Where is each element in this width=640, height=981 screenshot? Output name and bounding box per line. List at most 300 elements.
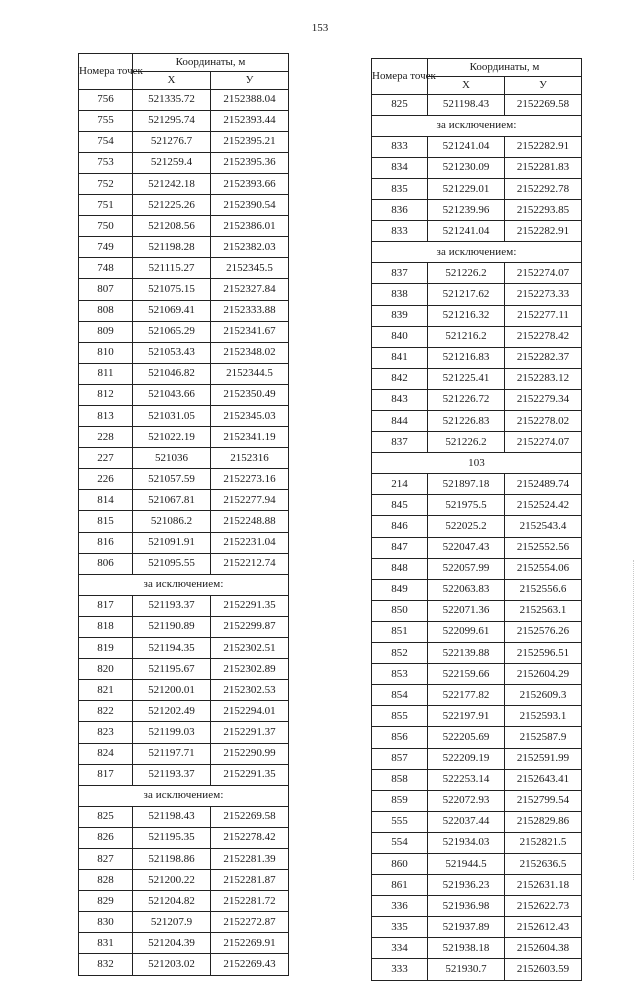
table-row (79, 870, 289, 891)
point-number: 837 (372, 432, 428, 453)
coord-x: 521226.2 (428, 263, 505, 284)
header-x: X (133, 71, 211, 89)
point-number: 852 (372, 643, 428, 664)
table-row (79, 659, 289, 680)
table-row (79, 764, 289, 785)
point-number: 849 (372, 579, 428, 600)
table-row (372, 896, 582, 917)
coord-y: 2152282.37 (505, 347, 582, 368)
coord-x: 522057.99 (428, 558, 505, 579)
section-row (372, 115, 582, 136)
coord-y: 2152283.12 (505, 368, 582, 389)
point-number: 816 (79, 532, 133, 553)
header-coordinates: Координаты, м (428, 59, 582, 77)
table-row (372, 685, 582, 706)
coord-y: 2152587.9 (505, 727, 582, 748)
coord-y: 2152277.94 (211, 490, 289, 511)
point-number: 834 (372, 157, 428, 178)
table-row (79, 384, 289, 405)
coord-x: 521216.2 (428, 326, 505, 347)
table-row (372, 643, 582, 664)
point-number: 818 (79, 616, 133, 637)
point-number: 810 (79, 342, 133, 363)
table-row (372, 221, 582, 242)
coord-y: 2152291.35 (211, 595, 289, 616)
table-row (372, 706, 582, 727)
coord-y: 2152212.74 (211, 553, 289, 574)
coord-y: 2152393.66 (211, 173, 289, 194)
coord-y: 2152248.88 (211, 511, 289, 532)
coord-x: 521217.62 (428, 284, 505, 305)
header-points: Номера точек (372, 59, 428, 95)
coord-y: 2152282.91 (505, 136, 582, 157)
coord-x: 521207.9 (133, 912, 211, 933)
table-row (372, 853, 582, 874)
table-row (79, 469, 289, 490)
table-row (372, 727, 582, 748)
table-row (372, 579, 582, 600)
table-row (372, 664, 582, 685)
coord-y: 2152636.5 (505, 853, 582, 874)
table-row (372, 832, 582, 853)
table-row (79, 595, 289, 616)
point-number: 756 (79, 89, 133, 110)
section-label: 103 (372, 453, 582, 474)
coord-y: 2152278.42 (211, 827, 289, 848)
coord-y: 2152799.54 (505, 790, 582, 811)
table-row (79, 490, 289, 511)
table-row (372, 432, 582, 453)
coord-x: 521930.7 (428, 959, 505, 980)
coord-y: 2152302.89 (211, 659, 289, 680)
coord-y: 2152278.42 (505, 326, 582, 347)
coord-y: 2152643.41 (505, 769, 582, 790)
table-row (372, 790, 582, 811)
coord-x: 521043.66 (133, 384, 211, 405)
coord-x: 521335.72 (133, 89, 211, 110)
table-row (79, 279, 289, 300)
point-number: 815 (79, 511, 133, 532)
table-row (372, 94, 582, 115)
coord-y: 2152273.16 (211, 469, 289, 490)
coord-x: 521091.91 (133, 532, 211, 553)
coord-x: 522072.93 (428, 790, 505, 811)
table-row (372, 811, 582, 832)
coord-x: 521242.18 (133, 173, 211, 194)
point-number: 825 (372, 94, 428, 115)
table-row (79, 342, 289, 363)
coord-y: 2152345.5 (211, 258, 289, 279)
coord-x: 521190.89 (133, 616, 211, 637)
table-row (372, 305, 582, 326)
table-row (79, 427, 289, 448)
header-points: Номера точек (79, 54, 133, 90)
coord-x: 521200.22 (133, 870, 211, 891)
table-row (79, 110, 289, 131)
coord-y: 2152395.36 (211, 152, 289, 173)
point-number: 811 (79, 363, 133, 384)
coord-x: 521897.18 (428, 474, 505, 495)
table-row (79, 511, 289, 532)
coord-y: 2152302.53 (211, 680, 289, 701)
coord-y: 2152395.21 (211, 131, 289, 152)
coord-y: 2152524.42 (505, 495, 582, 516)
coord-x: 521216.83 (428, 347, 505, 368)
coord-y: 2152274.07 (505, 432, 582, 453)
point-number: 333 (372, 959, 428, 980)
table-row (79, 638, 289, 659)
point-number: 807 (79, 279, 133, 300)
coord-y: 2152333.88 (211, 300, 289, 321)
coord-x: 521230.09 (428, 157, 505, 178)
coord-y: 2152344.5 (211, 363, 289, 384)
section-row (372, 242, 582, 263)
table-row (372, 474, 582, 495)
coord-x: 522063.83 (428, 579, 505, 600)
coord-x: 521198.43 (133, 806, 211, 827)
table-row (79, 933, 289, 954)
coord-y: 2152231.04 (211, 532, 289, 553)
point-number: 554 (372, 832, 428, 853)
point-number: 845 (372, 495, 428, 516)
point-number: 752 (79, 173, 133, 194)
coord-y: 2152350.49 (211, 384, 289, 405)
coord-y: 2152604.38 (505, 938, 582, 959)
point-number: 806 (79, 553, 133, 574)
coord-y: 2152299.87 (211, 616, 289, 637)
coord-x: 521057.59 (133, 469, 211, 490)
table-row (372, 495, 582, 516)
section-label: за исключением: (372, 115, 582, 136)
header-y: У (505, 76, 582, 94)
point-number: 853 (372, 664, 428, 685)
coord-y: 2152622.73 (505, 896, 582, 917)
coord-x: 521198.28 (133, 237, 211, 258)
section-label: за исключением: (372, 242, 582, 263)
coord-y: 2152382.03 (211, 237, 289, 258)
coord-x: 521203.02 (133, 954, 211, 975)
table-row (79, 300, 289, 321)
coord-x: 521065.29 (133, 321, 211, 342)
coord-y: 2152604.29 (505, 664, 582, 685)
point-number: 848 (372, 558, 428, 579)
point-number: 226 (79, 469, 133, 490)
coord-x: 521031.05 (133, 406, 211, 427)
table-row (372, 959, 582, 980)
coord-x: 522205.69 (428, 727, 505, 748)
point-number: 835 (372, 178, 428, 199)
coord-y: 2152829.86 (505, 811, 582, 832)
point-number: 228 (79, 427, 133, 448)
coord-y: 2152393.44 (211, 110, 289, 131)
coord-x: 521944.5 (428, 853, 505, 874)
coord-x: 521276.7 (133, 131, 211, 152)
coord-y: 2152563.1 (505, 600, 582, 621)
coord-x: 521200.01 (133, 680, 211, 701)
table-row (79, 237, 289, 258)
coord-y: 2152292.78 (505, 178, 582, 199)
point-number: 749 (79, 237, 133, 258)
point-number: 858 (372, 769, 428, 790)
point-number: 827 (79, 848, 133, 869)
coord-x: 521937.89 (428, 917, 505, 938)
point-number: 809 (79, 321, 133, 342)
coord-x: 521226.2 (428, 432, 505, 453)
table-row (372, 284, 582, 305)
coord-x: 521225.41 (428, 368, 505, 389)
table-row (372, 157, 582, 178)
coord-y: 2152282.91 (505, 221, 582, 242)
coord-y: 2152293.85 (505, 200, 582, 221)
coord-x: 521239.96 (428, 200, 505, 221)
table-row (79, 680, 289, 701)
point-number: 825 (79, 806, 133, 827)
point-number: 820 (79, 659, 133, 680)
point-number: 832 (79, 954, 133, 975)
coord-y: 2152291.37 (211, 722, 289, 743)
coord-x: 521193.37 (133, 764, 211, 785)
point-number: 753 (79, 152, 133, 173)
point-number: 826 (79, 827, 133, 848)
coord-y: 2152821.5 (505, 832, 582, 853)
coord-x: 522139.88 (428, 643, 505, 664)
point-number: 856 (372, 727, 428, 748)
coord-y: 2152316 (211, 448, 289, 469)
table-row (79, 954, 289, 975)
table-row (372, 200, 582, 221)
coord-x: 522037.44 (428, 811, 505, 832)
coord-x: 521022.19 (133, 427, 211, 448)
header-x: X (428, 76, 505, 94)
coord-x: 521195.35 (133, 827, 211, 848)
table-row (79, 363, 289, 384)
coord-y: 2152552.56 (505, 537, 582, 558)
point-number: 840 (372, 326, 428, 347)
point-number: 335 (372, 917, 428, 938)
coord-y: 2152277.11 (505, 305, 582, 326)
coord-y: 2152348.02 (211, 342, 289, 363)
coord-x: 521204.39 (133, 933, 211, 954)
point-number: 824 (79, 743, 133, 764)
coord-x: 521295.74 (133, 110, 211, 131)
point-number: 808 (79, 300, 133, 321)
coord-y: 2152591.99 (505, 748, 582, 769)
point-number: 819 (79, 638, 133, 659)
header-y: У (211, 71, 289, 89)
point-number: 831 (79, 933, 133, 954)
table-row (79, 701, 289, 722)
coord-x: 521075.15 (133, 279, 211, 300)
coord-y: 2152273.33 (505, 284, 582, 305)
table-row (79, 722, 289, 743)
coord-y: 2152609.3 (505, 685, 582, 706)
table-row (372, 558, 582, 579)
coord-y: 2152269.91 (211, 933, 289, 954)
point-number: 751 (79, 195, 133, 216)
point-number: 336 (372, 896, 428, 917)
table-row (372, 326, 582, 347)
point-number: 750 (79, 216, 133, 237)
coord-x: 522047.43 (428, 537, 505, 558)
coord-x: 521241.04 (428, 221, 505, 242)
coord-x: 521069.41 (133, 300, 211, 321)
table-row (372, 938, 582, 959)
point-number: 837 (372, 263, 428, 284)
coordinates-table-right (371, 58, 582, 981)
coord-x: 521208.56 (133, 216, 211, 237)
point-number: 847 (372, 537, 428, 558)
coord-x: 522159.66 (428, 664, 505, 685)
coord-x: 522099.61 (428, 621, 505, 642)
coord-x: 521067.81 (133, 490, 211, 511)
coord-x: 521036 (133, 448, 211, 469)
table-row (79, 912, 289, 933)
table-row (372, 917, 582, 938)
coord-x: 521199.03 (133, 722, 211, 743)
coord-x: 521241.04 (428, 136, 505, 157)
point-number: 813 (79, 406, 133, 427)
table-row (372, 347, 582, 368)
coord-y: 2152554.06 (505, 558, 582, 579)
coord-x: 521197.71 (133, 743, 211, 764)
point-number: 817 (79, 595, 133, 616)
coord-x: 521046.82 (133, 363, 211, 384)
point-number: 555 (372, 811, 428, 832)
coord-y: 2152281.72 (211, 891, 289, 912)
point-number: 854 (372, 685, 428, 706)
table-row (372, 136, 582, 157)
point-number: 821 (79, 680, 133, 701)
point-number: 861 (372, 875, 428, 896)
coord-x: 522197.91 (428, 706, 505, 727)
coord-x: 521202.49 (133, 701, 211, 722)
point-number: 748 (79, 258, 133, 279)
coord-y: 2152489.74 (505, 474, 582, 495)
section-row (372, 453, 582, 474)
point-number: 859 (372, 790, 428, 811)
margin-mark (632, 560, 634, 880)
coord-x: 521226.83 (428, 411, 505, 432)
coord-x: 521934.03 (428, 832, 505, 853)
table-row (79, 891, 289, 912)
coord-x: 521194.35 (133, 638, 211, 659)
coord-x: 522209.19 (428, 748, 505, 769)
point-number: 822 (79, 701, 133, 722)
point-number: 754 (79, 131, 133, 152)
coord-y: 2152543.4 (505, 516, 582, 537)
section-label: за исключением: (79, 785, 289, 806)
coord-x: 521204.82 (133, 891, 211, 912)
section-row (79, 574, 289, 595)
point-number: 334 (372, 938, 428, 959)
table-row (79, 406, 289, 427)
table-row (79, 806, 289, 827)
coord-y: 2152272.87 (211, 912, 289, 933)
coord-x: 521225.26 (133, 195, 211, 216)
coord-y: 2152291.35 (211, 764, 289, 785)
coord-x: 521229.01 (428, 178, 505, 199)
point-number: 214 (372, 474, 428, 495)
table-row (372, 537, 582, 558)
point-number: 823 (79, 722, 133, 743)
coord-x: 521975.5 (428, 495, 505, 516)
coordinates-table-left (78, 53, 289, 976)
point-number: 842 (372, 368, 428, 389)
coord-y: 2152603.59 (505, 959, 582, 980)
coord-y: 2152269.58 (211, 806, 289, 827)
coord-y: 2152281.83 (505, 157, 582, 178)
point-number: 838 (372, 284, 428, 305)
coord-y: 2152386.01 (211, 216, 289, 237)
coord-y: 2152390.54 (211, 195, 289, 216)
point-number: 841 (372, 347, 428, 368)
table-row (372, 621, 582, 642)
coord-x: 521936.98 (428, 896, 505, 917)
coord-y: 2152302.51 (211, 638, 289, 659)
coord-x: 521115.27 (133, 258, 211, 279)
table-row (372, 368, 582, 389)
point-number: 830 (79, 912, 133, 933)
table-row (372, 178, 582, 199)
table-row (79, 195, 289, 216)
header-coordinates: Координаты, м (133, 54, 289, 72)
coord-y: 2152281.87 (211, 870, 289, 891)
coord-x: 521195.67 (133, 659, 211, 680)
coord-y: 2152556.6 (505, 579, 582, 600)
coord-x: 521086.2 (133, 511, 211, 532)
table-row (79, 532, 289, 553)
table-row (79, 152, 289, 173)
point-number: 844 (372, 411, 428, 432)
coord-x: 521259.4 (133, 152, 211, 173)
coord-x: 522071.36 (428, 600, 505, 621)
coord-y: 2152269.58 (505, 94, 582, 115)
table-row (372, 389, 582, 410)
table-row (372, 748, 582, 769)
point-number: 851 (372, 621, 428, 642)
point-number: 755 (79, 110, 133, 131)
coord-y: 2152281.39 (211, 848, 289, 869)
coord-x: 521095.55 (133, 553, 211, 574)
table-row (79, 89, 289, 110)
table-row (79, 258, 289, 279)
table-row (79, 131, 289, 152)
point-number: 227 (79, 448, 133, 469)
point-number: 860 (372, 853, 428, 874)
coord-x: 521193.37 (133, 595, 211, 616)
point-number: 843 (372, 389, 428, 410)
point-number: 850 (372, 600, 428, 621)
point-number: 829 (79, 891, 133, 912)
table-row (79, 827, 289, 848)
table-row (79, 321, 289, 342)
table-row (79, 743, 289, 764)
coord-y: 2152294.01 (211, 701, 289, 722)
coord-y: 2152345.03 (211, 406, 289, 427)
coord-x: 521938.18 (428, 938, 505, 959)
point-number: 857 (372, 748, 428, 769)
section-row (79, 785, 289, 806)
coord-y: 2152596.51 (505, 643, 582, 664)
coord-x: 522253.14 (428, 769, 505, 790)
coord-x: 521053.43 (133, 342, 211, 363)
point-number: 833 (372, 136, 428, 157)
coord-x: 521226.72 (428, 389, 505, 410)
point-number: 833 (372, 221, 428, 242)
table-row (372, 411, 582, 432)
coord-x: 521198.86 (133, 848, 211, 869)
table-row (79, 216, 289, 237)
